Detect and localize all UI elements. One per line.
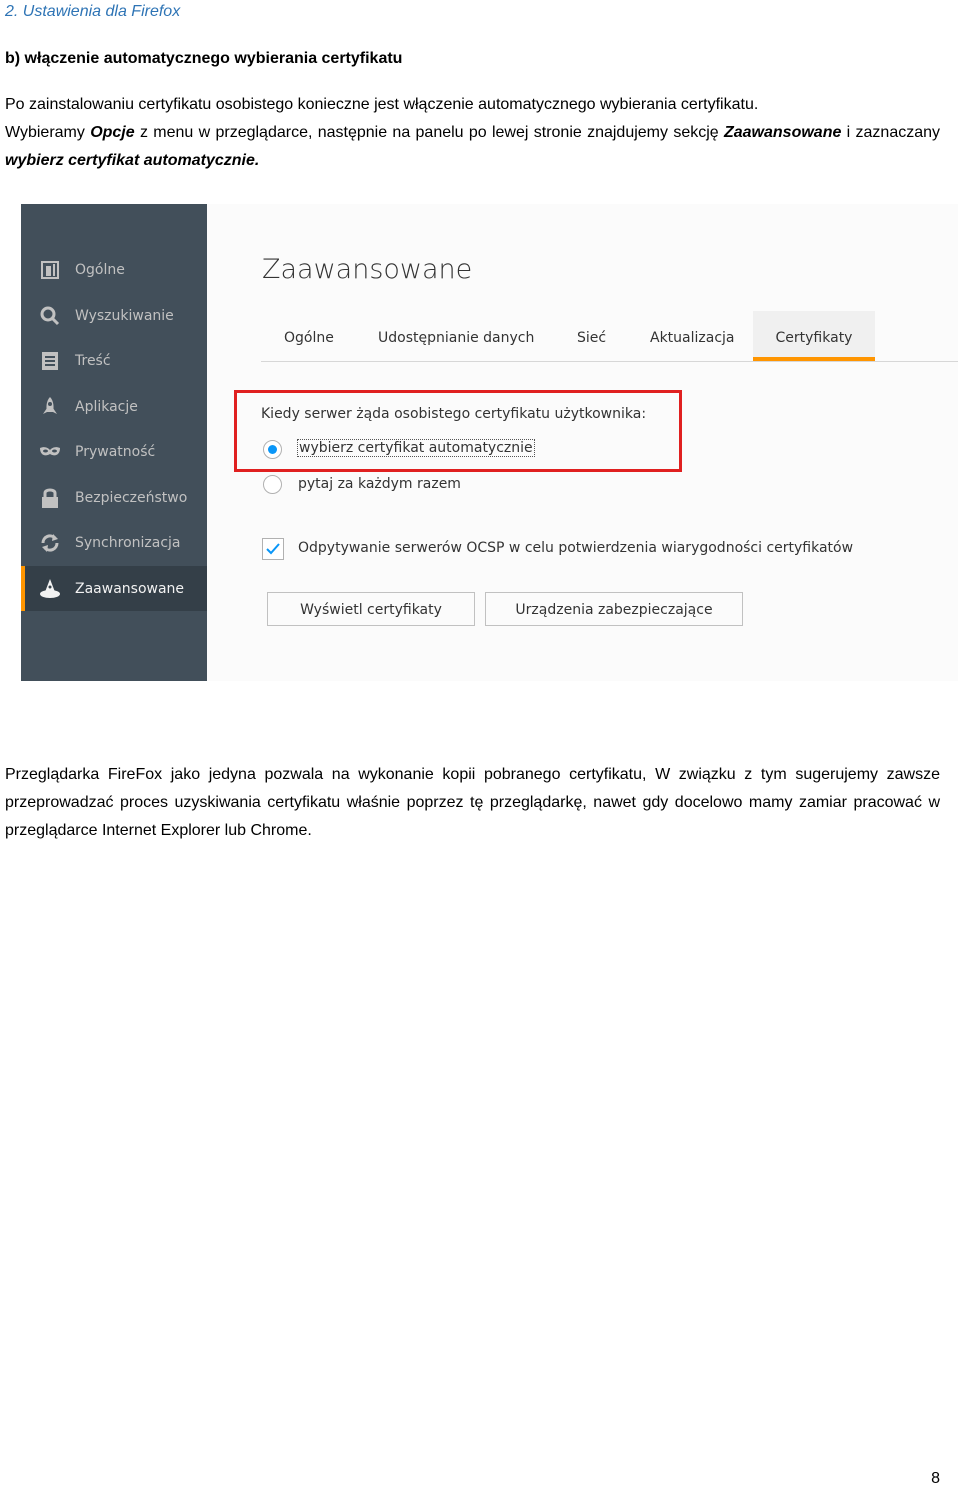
sidebar-item-label: Bezpieczeństwo [75,489,188,506]
sidebar-item-content[interactable] [21,338,207,383]
tab-network[interactable]: Sieć [577,330,607,346]
firefox-options-screenshot [21,204,958,681]
ocsp-label[interactable]: Odpytywanie serwerów OCSP w celu potwierdzenia wiarygodności certyfikatów [298,540,854,556]
intro-text: i zaznaczany [841,124,941,141]
sidebar-item-sync[interactable] [21,520,207,565]
highlight-box [234,390,682,472]
sidebar-item-applications[interactable] [21,384,207,429]
rocket-icon [39,396,61,418]
ask-every-time-radio[interactable] [263,475,282,494]
sidebar-item-search[interactable] [21,293,207,338]
tab-data-sharing[interactable]: Udostępnianie danych [378,330,535,346]
view-certificates-button[interactable]: Wyświetl certyfikaty [267,592,475,626]
subtitle: b) włączenie automatycznego wybierania certyfikatu [5,50,403,67]
sidebar-item-advanced[interactable] [21,566,207,611]
intro-opcje: Opcje [90,124,135,141]
sidebar-item-label: Synchronizacja [75,534,181,551]
section-title: 2. Ustawienia dla Firefox [5,3,181,20]
sidebar-item-label: Zaawansowane [75,580,185,597]
content-icon [39,350,61,372]
ocsp-checkbox[interactable] [262,538,284,560]
mask-icon [39,441,61,463]
ask-every-time-label[interactable]: pytaj za każdym razem [298,476,461,492]
outro-paragraph: Przeglądarka FireFox jako jedyna pozwala na wykonanie kopii pobranego certyfikatu, W związku z tym sugerujemy zawsze przeprowadzać proces uzyskiwania certyfikatu właśnie poprzez tę przeglądarkę, nawet gdy docelowo mamy zamiar pracować w przeglądarce Internet Explorer lub Chrome. [5,766,940,839]
search-icon [39,305,61,327]
security-devices-button[interactable]: Urządzenia zabezpieczające [485,592,743,626]
sidebar-item-security[interactable] [21,475,207,520]
sidebar-item-label: Aplikacje [75,398,138,415]
auto-select-text: wybierz certyfikat automatycznie [299,440,533,456]
wizard-hat-icon [39,578,61,600]
advanced-tabs [261,311,958,362]
intro-zaawansowane: Zaawansowane [723,124,842,141]
tab-update[interactable]: Aktualizacja [650,330,735,346]
intro-text: z menu w przeglądarce, następnie na panelu po lewej stronie znajdujemy sekcję [134,124,724,141]
certificate-prompt: Kiedy serwer żąda osobistego certyfikatu użytkownika: [261,406,647,422]
options-sidebar [21,204,207,681]
auto-select-label[interactable] [298,440,534,456]
sidebar-item-label: Treść [75,352,111,369]
sidebar-item-label: Prywatność [75,443,156,460]
general-icon [39,259,61,281]
sidebar-item-privacy[interactable] [21,429,207,474]
tab-general[interactable]: Ogólne [284,330,334,346]
sidebar-item-label: Ogólne [75,261,125,278]
sidebar-item-label: Wyszukiwanie [75,307,174,324]
sidebar-item-general[interactable] [21,247,207,292]
page-number: 8 [931,1470,940,1487]
intro-option: wybierz certyfikat automatycznie. [5,152,260,169]
tab-certificates[interactable]: Certyfikaty [753,311,875,361]
lock-icon [39,487,61,509]
checkmark-icon [266,543,280,555]
intro-line: Po zainstalowaniu certyfikatu osobistego konieczne jest włączenie automatycznego wybierania certyfikatu. [5,96,759,113]
sync-icon [39,532,61,554]
intro-text: Wybieramy [5,124,91,141]
intro-paragraph [5,91,940,175]
intro-instructions [5,119,940,175]
auto-select-radio[interactable] [263,440,282,459]
pane-title: Zaawansowane [262,254,473,285]
